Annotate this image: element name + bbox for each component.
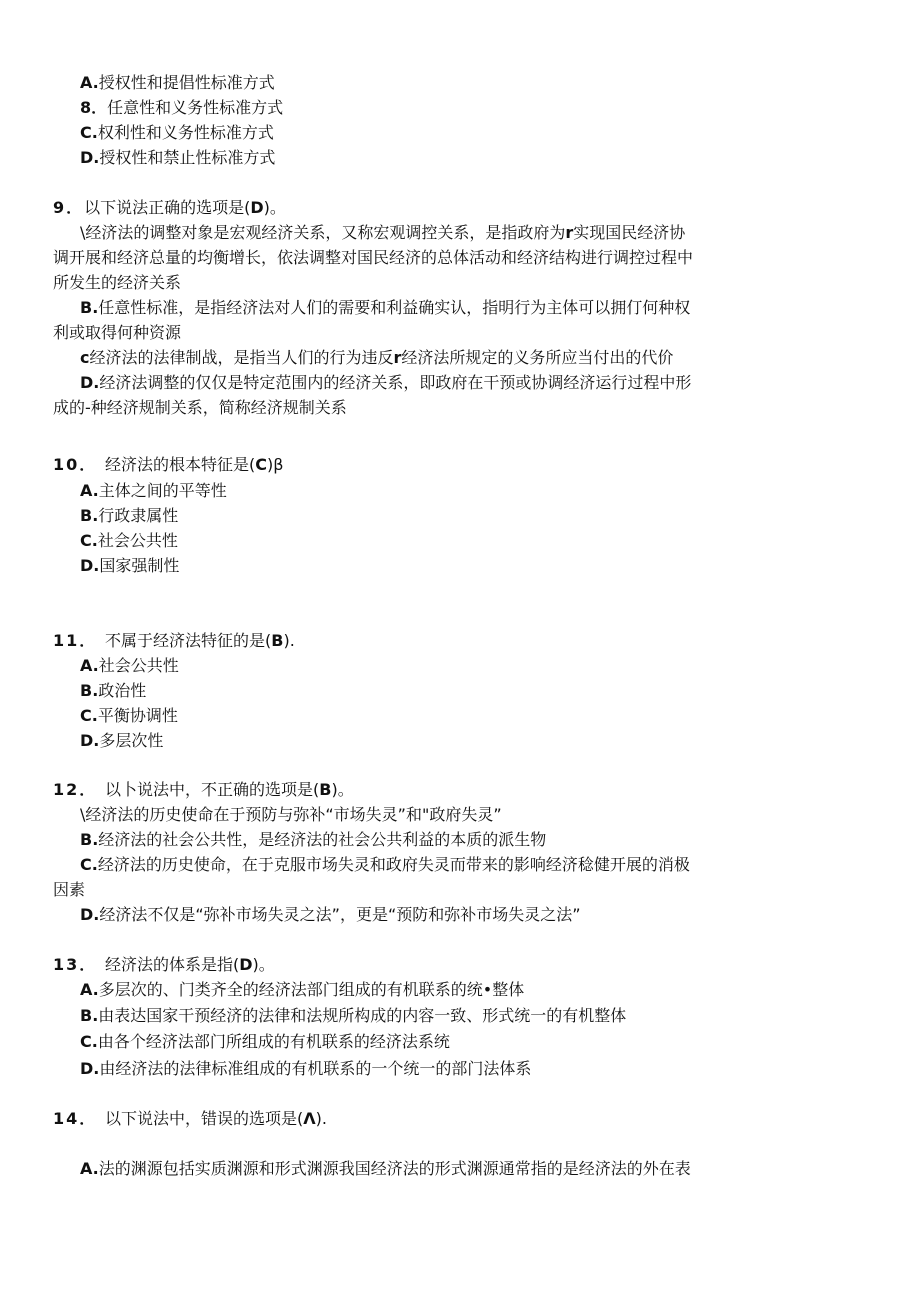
option-label: D. [80,1059,100,1078]
answer: D [250,198,264,217]
question-stem: 以卜说法中，不正确的选项是( [105,780,320,799]
option-label: B. [80,1006,99,1025]
option-text: 权利性和义务性标准方式 [97,123,274,142]
answer: B [271,631,284,650]
question-number: 13． [53,955,98,974]
stem-end: )。 [331,780,354,799]
question-number: 10． [53,455,98,474]
question-number: 14． [53,1109,98,1128]
q10-option-c [80,529,178,553]
q12-option-a [80,803,502,827]
q14-option-a [80,1157,691,1181]
option-label: B. [80,298,99,317]
option-text: 授权性和提倡性标准方式 [98,73,275,92]
answer: C [255,455,267,474]
option-label: A. [80,73,99,92]
q11-option-b [80,679,146,703]
option-text: 经济法不仅是“弥补市场失灵之法”，更是“预防和弥补市场失灵之法” [99,905,581,924]
option-label: D. [80,731,100,750]
option-text: 任意性和义务性标准方式 [107,98,284,117]
q9-option-d-line1 [80,371,691,395]
q8-option-c [80,121,274,145]
q12-option-c-line2: 因素 [53,880,86,899]
answer: Λ [303,1109,316,1128]
option-text: 任意性标准，是指经济法对人们的需要和利益确实认，指明行为主体可以拥仃何种权 [98,298,691,317]
option-label: C. [80,706,98,725]
option-label: C. [80,123,98,142]
option-text: 社会公共性 [98,656,179,675]
question-number: 11． [53,631,98,650]
stem-end: ). [315,1109,327,1128]
q9-option-a-line3: 所发生的经济关系 [53,273,182,292]
question-stem: 经济法的体系是指( [105,955,240,974]
option-label: C. [80,855,98,874]
option-text: 平衡协调性 [97,706,178,725]
option-text: 经济法调整的仅仅是特定范围内的经济关系，即政府在干预或协调经济运行过程中形 [99,373,692,392]
option-label: A. [80,980,99,999]
option-text: 法的渊源包括实质渊源和形式渊源我国经济法的形式渊源通常指的是经济法的外在表 [98,1159,691,1178]
option-label: A. [80,481,99,500]
q11-option-c [80,704,178,728]
option-label: A. [80,1159,99,1178]
q13-option-c [80,1030,450,1054]
q9-option-b-line1 [80,296,690,320]
option-text: 社会公共性 [97,531,178,550]
q10-option-a [80,479,227,503]
option-text: 经济法所规定的义务所应当付出的代价 [401,348,674,367]
option-label: A. [80,656,99,675]
option-text: 经济法的历史使命在于预防与弥补“市场失灵”和"政府失灵” [85,805,502,824]
q10-stem [53,453,283,477]
option-text: 多层次的、门类齐全的经济法部门组成的有机联系的统•整体 [98,980,525,999]
question-number: 9． [53,198,85,217]
q11-stem [53,629,295,653]
option-label: B. [80,830,99,849]
option-text: 政治性 [98,681,147,700]
q8-option-d [80,146,275,170]
answer: D [239,955,253,974]
option-text: 主体之间的平等性 [98,481,227,500]
option-label: 8． [80,98,108,117]
option-text: 由各个经济法部门所组成的有机联系的经济法系统 [97,1032,450,1051]
question-stem: 以下说法中，错误的选项是( [105,1109,304,1128]
option-text: 经济法的社会公共性，是经济法的社会公共利益的本质的派生物 [98,830,547,849]
option-label: D. [80,905,100,924]
question-stem: 不属于经济法特征的是( [105,631,272,650]
answer: B [319,780,332,799]
option-label: c [80,348,90,367]
stray-mark: r [565,223,574,242]
q8-option-b [80,96,283,120]
q9-option-c [80,346,673,370]
stem-end: ). [283,631,295,650]
stem-end: )。 [252,955,275,974]
q12-option-b [80,828,546,852]
q9-option-b-line2: 利或取得何种资源 [53,323,182,342]
option-label: D. [80,556,100,575]
option-label: B. [80,681,99,700]
option-label: B. [80,506,99,525]
option-label: D. [80,148,100,167]
stem-end: )β [267,455,284,474]
option-text: 经济法的历史使命，在于克服市场失灵和政府失灵而带来的影响经济稔健开展的消极 [97,855,690,874]
option-text: 经济法的法律制战，是指当人们的行为违反 [89,348,394,367]
option-text: 行政隶属性 [98,506,179,525]
q11-option-d [80,729,163,753]
option-text: 国家强制性 [99,556,180,575]
q8-option-a [80,71,275,95]
q11-option-a [80,654,179,678]
q12-option-d [80,903,581,927]
option-text: 授权性和禁止性标准方式 [99,148,276,167]
question-stem: 以下说法正确的选项是( [84,198,251,217]
q13-option-b [80,1004,626,1028]
option-text: 由表达国家干预经济的法律和法规所构成的内容一致、形式统一的有机整体 [98,1006,627,1025]
q10-option-d [80,554,179,578]
q13-stem [53,953,275,977]
q9-stem [53,196,286,220]
option-text: 实现国民经济协 [573,223,686,242]
question-stem: 经济法的根本特征是( [105,455,256,474]
option-label: \ [80,223,86,242]
option-label: C. [80,531,98,550]
q14-stem [53,1107,327,1131]
option-label: C. [80,1032,98,1051]
stray-mark: r [393,348,402,367]
q13-option-a [80,978,524,1002]
q12-stem [53,778,354,802]
q9-option-d-line2: 成的-种经济规制关系，简称经济规制关系 [53,398,347,417]
question-number: 12． [53,780,98,799]
q9-option-a-line2: 调开展和经济总量的均衡增长，依法调整对国民经济的总体活动和经济结构进行调控过程中 [53,248,694,267]
q9-option-a-line1 [80,221,685,245]
option-text: 经济法的调整对象是宏观经济关系，又称宏观调控关系，是指政府为 [85,223,566,242]
stem-end: )。 [263,198,286,217]
q10-option-b [80,504,178,528]
q12-option-c-line1 [80,853,690,877]
option-text: 多层次性 [99,731,164,750]
q13-option-d [80,1057,531,1081]
option-text: 由经济法的法律标准组成的有机联系的一个统一的部门法体系 [99,1059,532,1078]
option-label: \ [80,805,86,824]
option-label: D. [80,373,100,392]
